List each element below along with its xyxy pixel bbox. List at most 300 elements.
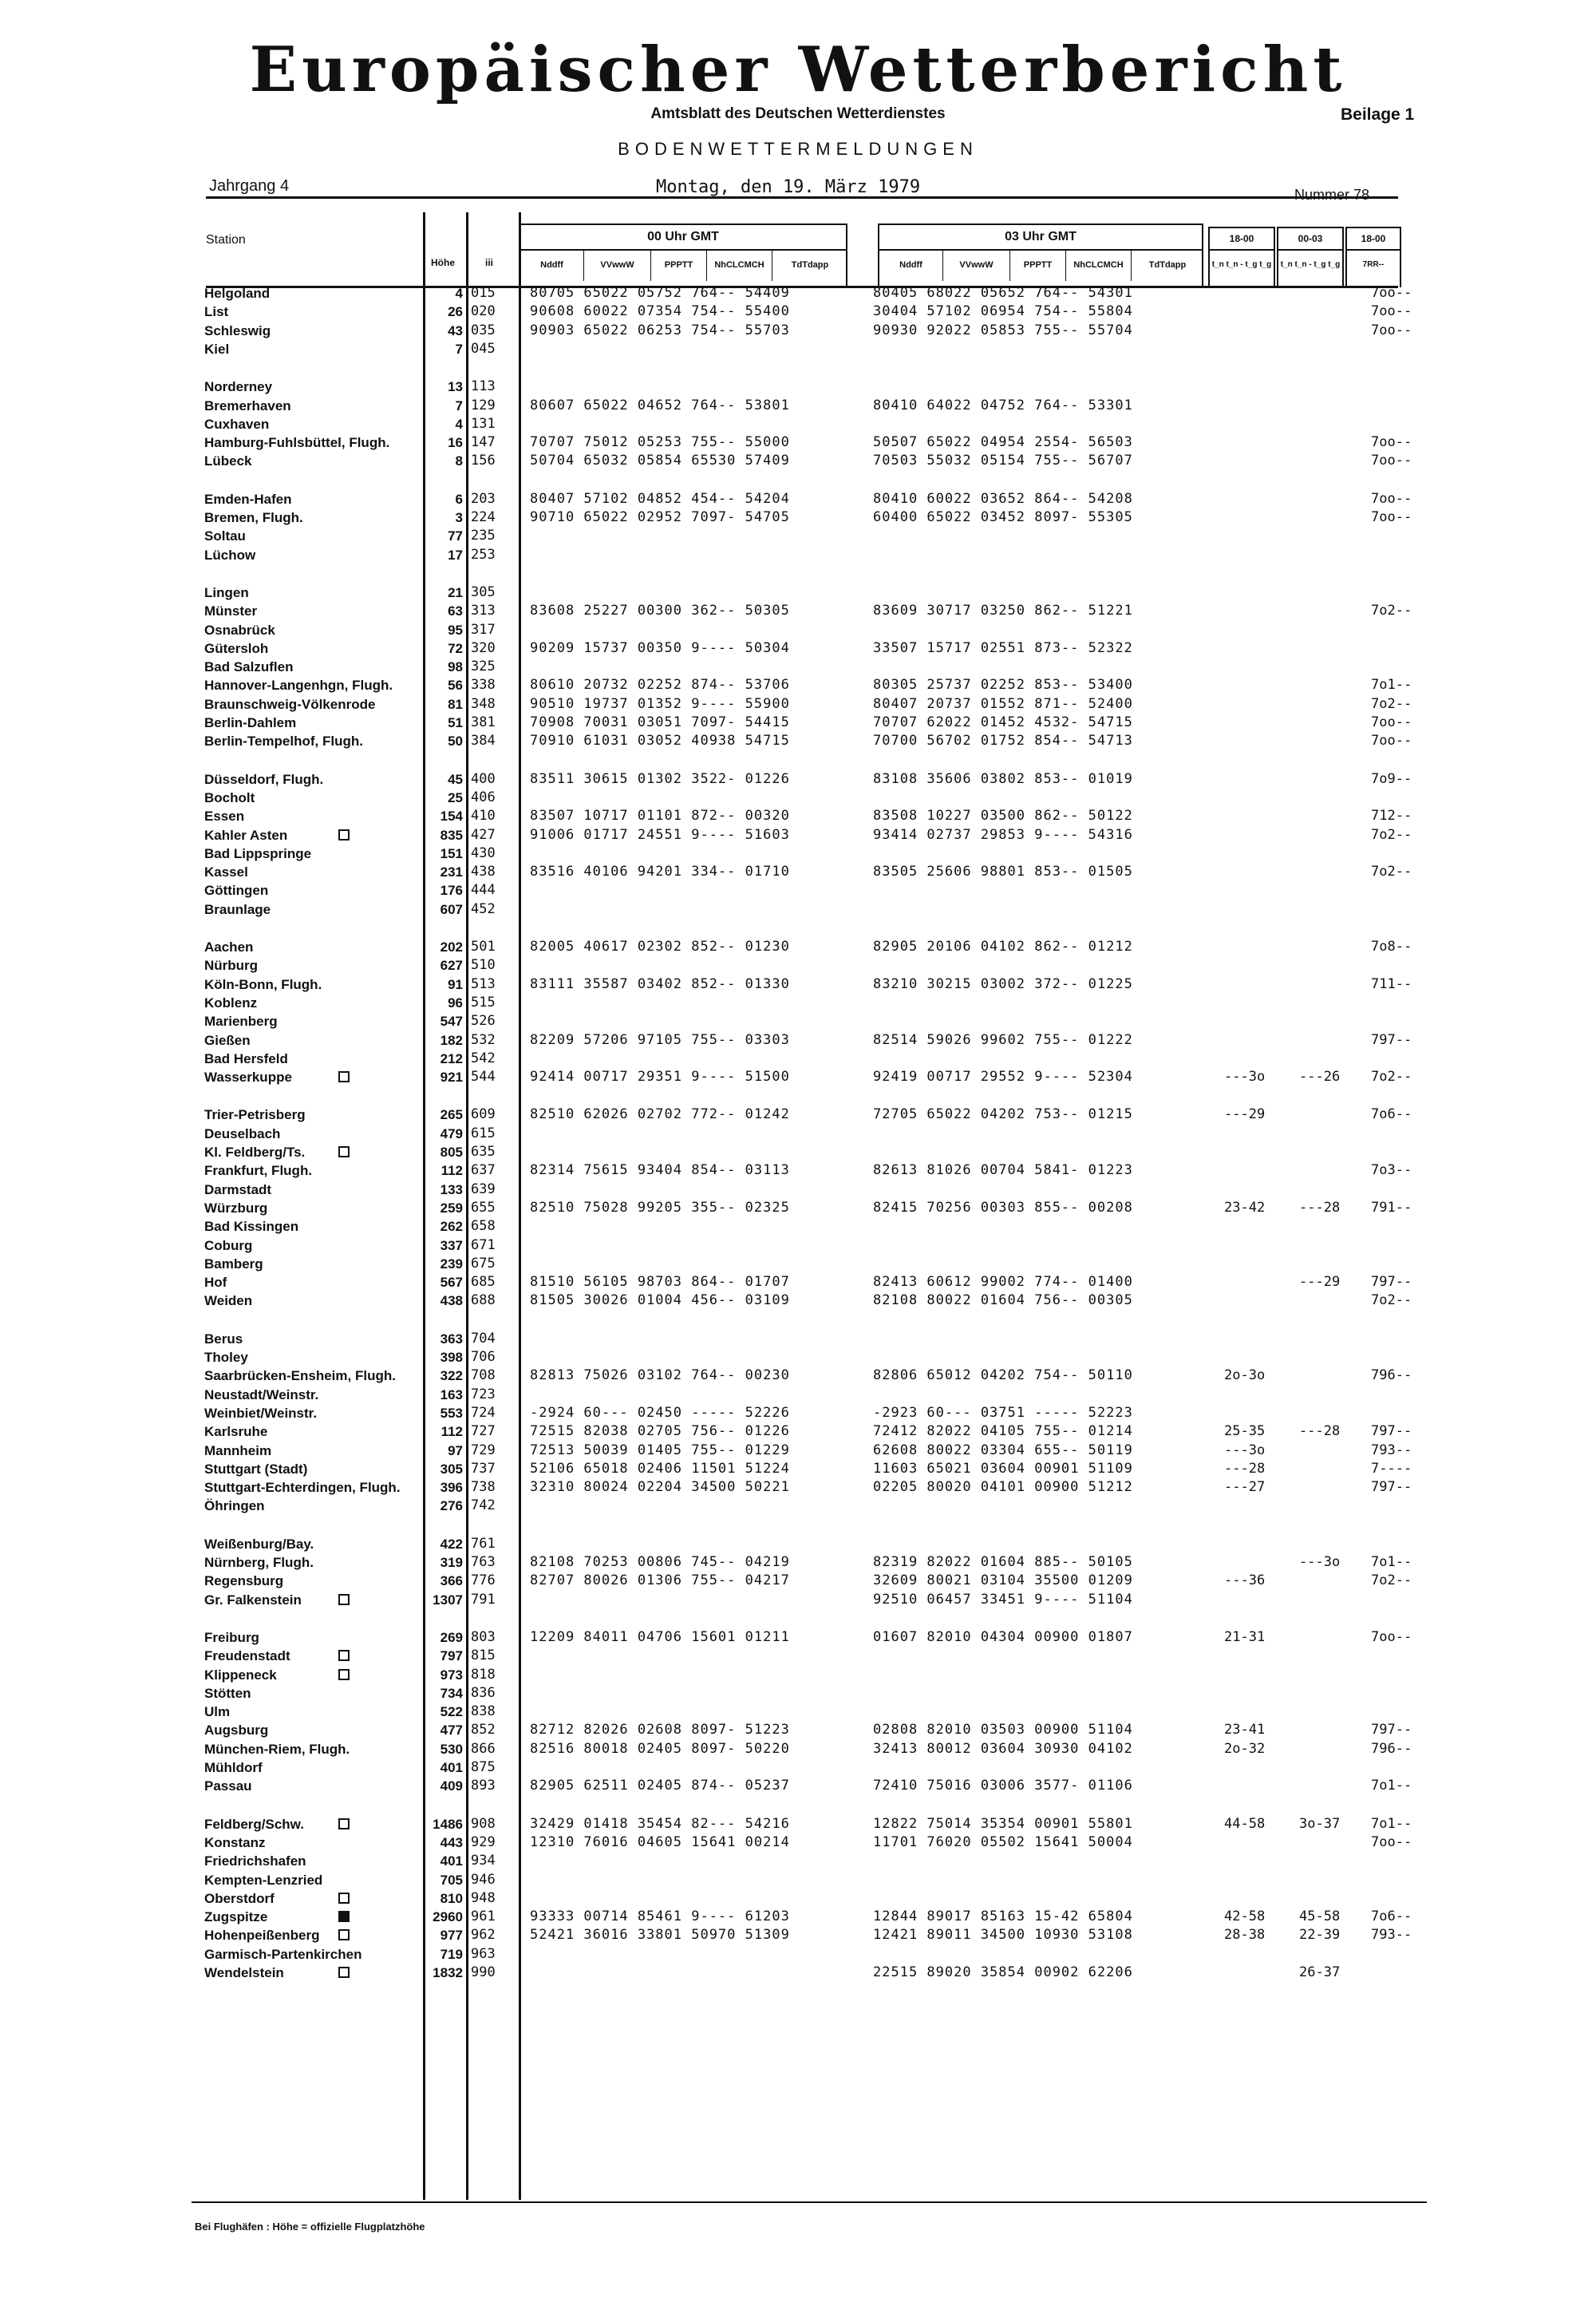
station-number: 908 xyxy=(471,1815,496,1832)
station-number: 962 xyxy=(471,1927,496,1944)
precip-18-00: 7o3-- xyxy=(1371,1162,1412,1179)
station-name: Gr. Falkenstein xyxy=(204,1592,302,1608)
obs-00utc: 52421 36016 33801 50970 51309 xyxy=(530,1927,790,1944)
obs-00utc: 90608 60022 07354 754-- 55400 xyxy=(530,303,790,320)
obs-00utc: 83516 40106 94201 334-- 01710 xyxy=(530,864,790,880)
station-name: Oberstdorf xyxy=(204,1890,275,1906)
station-name: Lüchow xyxy=(204,547,256,563)
col-dewpoint: TdTdapp xyxy=(1148,260,1187,270)
obs-03utc: 22515 89020 35854 00902 62206 xyxy=(873,1964,1133,1980)
station-name: Kempten-Lenzried xyxy=(204,1872,323,1888)
station-height: 63 xyxy=(448,603,463,619)
station-height: 797 xyxy=(440,1648,463,1664)
obs-03utc: 50507 65022 04954 2554- 56503 xyxy=(873,434,1133,451)
station-number: 639 xyxy=(471,1181,496,1197)
station-name: Kassel xyxy=(204,864,248,880)
station-number: 737 xyxy=(471,1460,496,1477)
obs-00utc: 81510 56105 98703 864-- 01707 xyxy=(530,1274,790,1291)
station-name: Karlsruhe xyxy=(204,1424,268,1440)
obs-00utc: 82516 80018 02405 8097- 50220 xyxy=(530,1740,790,1757)
station-name: Stötten xyxy=(204,1685,251,1701)
obs-03utc: 83505 25606 98801 853-- 01505 xyxy=(873,864,1133,880)
precip-18-00: 796-- xyxy=(1371,1740,1412,1757)
obs-00utc: 80705 65022 05752 764-- 54409 xyxy=(530,285,790,301)
obs-00utc: 70707 75012 05253 755-- 55000 xyxy=(530,434,790,451)
station-height: 182 xyxy=(440,1032,463,1048)
station-height: 522 xyxy=(440,1704,463,1720)
temp-extremes-00-03: 45-58 xyxy=(1299,1908,1341,1925)
temp-extremes-00-03: ---3o xyxy=(1299,1554,1341,1570)
station-number: 381 xyxy=(471,714,496,730)
station-number: 113 xyxy=(471,378,496,395)
temp-extremes-00-03: ---29 xyxy=(1299,1274,1341,1291)
station-height: 151 xyxy=(440,845,463,861)
temp-extremes-18-00: 25-35 xyxy=(1224,1423,1266,1440)
station-height: 553 xyxy=(440,1405,463,1421)
station-number: 501 xyxy=(471,939,496,955)
obs-00utc: 52106 65018 02406 11501 51224 xyxy=(530,1460,790,1477)
station-name: Norderney xyxy=(204,379,273,395)
square-icon xyxy=(338,1893,350,1904)
station-number: 675 xyxy=(471,1255,496,1272)
square-icon xyxy=(338,1669,350,1680)
station-name: Freudenstadt xyxy=(204,1648,290,1664)
col-nddff: Nddff xyxy=(879,249,943,281)
station-name: Klippeneck xyxy=(204,1667,277,1683)
station-name: Soltau xyxy=(204,528,246,544)
station-name: Berlin-Tempelhof, Flugh. xyxy=(204,734,363,750)
precip-18-00: 797-- xyxy=(1371,1479,1412,1496)
station-height: 269 xyxy=(440,1629,463,1645)
obs-00utc: 82510 62026 02702 772-- 01242 xyxy=(530,1106,790,1123)
temp-extremes-00-03: ---26 xyxy=(1299,1069,1341,1086)
station-name: Göttingen xyxy=(204,883,269,899)
supplement-label: Beilage 1 xyxy=(1341,105,1415,124)
station-number: 615 xyxy=(471,1125,496,1141)
station-number: 776 xyxy=(471,1572,496,1589)
station-name: Hof xyxy=(204,1275,227,1291)
station-name: Gütersloh xyxy=(204,640,269,656)
obs-00utc: 83507 10717 01101 872-- 00320 xyxy=(530,808,790,825)
precip-18-00: 7o2-- xyxy=(1371,603,1412,619)
station-name: Bocholt xyxy=(204,789,255,805)
station-number: 430 xyxy=(471,844,496,861)
temp-extremes-18-00: ---3o xyxy=(1224,1442,1266,1458)
precip-18-00-header xyxy=(1345,227,1401,287)
station-name: Marienberg xyxy=(204,1014,278,1030)
square-icon xyxy=(338,1650,350,1661)
station-height: 16 xyxy=(448,435,463,451)
obs-00utc: 93333 00714 85461 9---- 61203 xyxy=(530,1908,790,1925)
station-number: 253 xyxy=(471,546,496,563)
station-number: 532 xyxy=(471,1031,496,1048)
station-name: München-Riem, Flugh. xyxy=(204,1741,350,1757)
station-number: 406 xyxy=(471,789,496,805)
station-number: 147 xyxy=(471,434,496,451)
station-name: Bad Hersfeld xyxy=(204,1050,288,1066)
station-height: 259 xyxy=(440,1200,463,1216)
precip-18-00: 7oo-- xyxy=(1371,285,1412,301)
station-name: Garmisch-Partenkirchen xyxy=(204,1946,362,1962)
station-number: 317 xyxy=(471,621,496,638)
station-height: 72 xyxy=(448,640,463,656)
station-number: 131 xyxy=(471,415,496,432)
station-height: 401 xyxy=(440,1853,463,1869)
station-height: 43 xyxy=(448,322,463,338)
group-03-title: 03 Uhr GMT xyxy=(879,225,1202,251)
obs-03utc: 82613 81026 00704 5841- 01223 xyxy=(873,1162,1133,1179)
station-name: Hohenpeißenberg xyxy=(204,1928,320,1944)
station-number: 761 xyxy=(471,1535,496,1552)
square-icon xyxy=(338,1818,350,1829)
station-number: 685 xyxy=(471,1274,496,1291)
station-number: 203 xyxy=(471,490,496,507)
precip-18-00: 797-- xyxy=(1371,1722,1412,1738)
temp-extremes-18-00: 44-58 xyxy=(1224,1815,1266,1832)
station-height: 1486 xyxy=(433,1816,463,1832)
station-number: 929 xyxy=(471,1833,496,1850)
temp-extremes-18-00: 23-42 xyxy=(1224,1199,1266,1216)
obs-00utc: 32429 01418 35454 82--- 54216 xyxy=(530,1815,790,1832)
station-name: Kiel xyxy=(204,341,230,357)
obs-00utc: 12209 84011 04706 15601 01211 xyxy=(530,1628,790,1645)
obs-03utc: -2923 60--- 03751 ----- 52223 xyxy=(873,1404,1133,1421)
obs-00utc: 82209 57206 97105 755-- 03303 xyxy=(530,1031,790,1048)
station-number: 934 xyxy=(471,1853,496,1869)
station-number: 400 xyxy=(471,770,496,787)
station-height: 56 xyxy=(448,678,463,694)
precip-18-00: 7o6-- xyxy=(1371,1908,1412,1925)
precip-18-00: 7o2-- xyxy=(1371,864,1412,880)
station-number: 852 xyxy=(471,1722,496,1738)
col-ppptt: PPPTT xyxy=(1010,249,1066,281)
station-name: Münster xyxy=(204,603,258,619)
station-number: 729 xyxy=(471,1442,496,1458)
station-number: 723 xyxy=(471,1386,496,1402)
precip-18-00: 7oo-- xyxy=(1371,714,1412,730)
station-height: 422 xyxy=(440,1536,463,1552)
obs-03utc: 12822 75014 35354 00901 55801 xyxy=(873,1815,1133,1832)
obs-03utc: 11701 76020 05502 15641 50004 xyxy=(873,1833,1133,1850)
station-name: Weiden xyxy=(204,1293,253,1309)
precip-18-00: 7oo-- xyxy=(1371,490,1412,507)
station-height: 477 xyxy=(440,1723,463,1738)
column-divider xyxy=(466,212,468,2200)
extremes-00-03-sub: t_n t_n - t_g t_g xyxy=(1280,260,1341,269)
station-number: 637 xyxy=(471,1162,496,1179)
square-icon xyxy=(338,1594,350,1605)
station-height: 95 xyxy=(448,622,463,638)
station-height: 305 xyxy=(440,1461,463,1477)
temp-extremes-18-00: 28-38 xyxy=(1224,1927,1266,1944)
station-height: 627 xyxy=(440,958,463,974)
obs-03utc: 80405 68022 05652 764-- 54301 xyxy=(873,285,1133,301)
station-height: 26 xyxy=(448,304,463,320)
obs-00utc: 32310 80024 02204 34500 50221 xyxy=(530,1479,790,1496)
station-height: 322 xyxy=(440,1368,463,1384)
station-name: Öhringen xyxy=(204,1498,265,1514)
station-height: 398 xyxy=(440,1350,463,1365)
station-height: 734 xyxy=(440,1685,463,1701)
station-number: 704 xyxy=(471,1330,496,1347)
column-divider xyxy=(519,212,521,2200)
col-nddff: Nddff xyxy=(520,249,584,281)
station-name: Braunschweig-Völkenrode xyxy=(204,696,376,712)
precip-18-00: 7o1-- xyxy=(1371,677,1412,694)
obs-03utc: 11603 65021 03604 00901 51109 xyxy=(873,1460,1133,1477)
station-name: Feldberg/Schw. xyxy=(204,1816,305,1832)
obs-03utc: 72705 65022 04202 753-- 01215 xyxy=(873,1106,1133,1123)
station-number: 515 xyxy=(471,994,496,1011)
obs-03utc: 80305 25737 02252 853-- 53400 xyxy=(873,677,1133,694)
station-height: 6 xyxy=(455,491,463,507)
obs-03utc: 82319 82022 01604 885-- 50105 xyxy=(873,1554,1133,1570)
group-00-header xyxy=(519,223,847,287)
square-icon xyxy=(338,1146,350,1157)
extremes-18-00-header xyxy=(1208,227,1275,287)
obs-03utc: 72412 82022 04105 755-- 01214 xyxy=(873,1423,1133,1440)
obs-03utc: 70707 62022 01452 4532- 54715 xyxy=(873,714,1133,730)
station-name: Lübeck xyxy=(204,453,252,469)
page-title: Europäischer Wetterbericht xyxy=(249,34,1347,106)
station-number: 655 xyxy=(471,1199,496,1216)
obs-03utc: 83108 35606 03802 853-- 01019 xyxy=(873,770,1133,787)
station-height: 8 xyxy=(455,453,463,469)
station-height: 97 xyxy=(448,1442,463,1458)
station-number: 045 xyxy=(471,340,496,357)
station-name: Trier-Petrisberg xyxy=(204,1107,306,1123)
obs-00utc: 80607 65022 04652 764-- 53801 xyxy=(530,397,790,413)
obs-03utc: 80407 20737 01552 871-- 52400 xyxy=(873,695,1133,712)
station-height: 45 xyxy=(448,771,463,787)
station-name: Freiburg xyxy=(204,1629,259,1645)
obs-03utc: 82514 59026 99602 755-- 01222 xyxy=(873,1031,1133,1048)
precip-18-00: 793-- xyxy=(1371,1442,1412,1458)
obs-03utc: 92510 06457 33451 9---- 51104 xyxy=(873,1591,1133,1608)
station-name: Bad Salzuflen xyxy=(204,659,294,675)
obs-00utc: 72515 82038 02705 756-- 01226 xyxy=(530,1423,790,1440)
obs-03utc: 12421 89011 34500 10930 53108 xyxy=(873,1927,1133,1944)
precip-18-00: 793-- xyxy=(1371,1927,1412,1944)
station-number: 609 xyxy=(471,1106,496,1123)
station-number: 963 xyxy=(471,1945,496,1962)
station-name: Neustadt/Weinstr. xyxy=(204,1386,319,1402)
station-name: Bremerhaven xyxy=(204,398,291,413)
obs-03utc: 92419 00717 29552 9---- 52304 xyxy=(873,1069,1133,1086)
station-name: Kl. Feldberg/Ts. xyxy=(204,1145,306,1160)
obs-03utc: 80410 64022 04752 764-- 53301 xyxy=(873,397,1133,413)
station-name: Bamberg xyxy=(204,1256,263,1272)
obs-03utc: 02808 82010 03503 00900 51104 xyxy=(873,1722,1133,1738)
header-bottom-rule xyxy=(206,286,1398,288)
group-00-title: 00 Uhr GMT xyxy=(520,225,846,251)
obs-03utc: 83508 10227 03500 862-- 50122 xyxy=(873,808,1133,825)
precip-18-00: 7o8-- xyxy=(1371,939,1412,955)
temp-extremes-18-00: 42-58 xyxy=(1224,1908,1266,1925)
obs-00utc: 80407 57102 04852 454-- 54204 xyxy=(530,490,790,507)
issue-date: Montag, den 19. März 1979 xyxy=(656,177,921,197)
station-height: 91 xyxy=(448,976,463,992)
station-number: 156 xyxy=(471,453,496,469)
station-number: 544 xyxy=(471,1069,496,1086)
station-column-header: Station xyxy=(206,233,246,247)
station-height: 176 xyxy=(440,883,463,899)
station-number: 129 xyxy=(471,397,496,413)
precip-18-00: 797-- xyxy=(1371,1423,1412,1440)
station-number: 893 xyxy=(471,1778,496,1794)
station-height: 112 xyxy=(440,1163,463,1179)
precip-18-00: 7o1-- xyxy=(1371,1815,1412,1832)
station-number: 706 xyxy=(471,1349,496,1365)
station-height: 265 xyxy=(440,1107,463,1123)
precip-18-00: 797-- xyxy=(1371,1031,1412,1048)
temp-extremes-00-03: 26-37 xyxy=(1299,1964,1341,1980)
obs-00utc: 81505 30026 01004 456-- 03109 xyxy=(530,1292,790,1309)
group-03-header xyxy=(878,223,1203,287)
station-name: Wasserkuppe xyxy=(204,1070,292,1086)
obs-00utc: 90209 15737 00350 9---- 50304 xyxy=(530,639,790,656)
station-name: Würzburg xyxy=(204,1200,268,1216)
station-height: 363 xyxy=(440,1331,463,1347)
station-name: Tholey xyxy=(204,1350,248,1365)
station-number: 961 xyxy=(471,1908,496,1925)
station-number: 444 xyxy=(471,882,496,899)
precip-18-00: 7o2-- xyxy=(1371,1069,1412,1086)
station-height: 401 xyxy=(440,1760,463,1775)
station-height: 7 xyxy=(455,398,463,413)
obs-00utc: 82813 75026 03102 764-- 00230 xyxy=(530,1367,790,1384)
station-number: 427 xyxy=(471,826,496,843)
station-name: Köln-Bonn, Flugh. xyxy=(204,976,322,992)
obs-03utc: 60400 65022 03452 8097- 55305 xyxy=(873,509,1133,525)
station-name: Essen xyxy=(204,809,245,825)
station-number: 688 xyxy=(471,1292,496,1309)
station-name: Konstanz xyxy=(204,1834,266,1850)
station-name: Hamburg-Fuhlsbüttel, Flugh. xyxy=(204,435,390,451)
station-number: 671 xyxy=(471,1236,496,1253)
precip-18-00: 7oo-- xyxy=(1371,1833,1412,1850)
station-number: 836 xyxy=(471,1684,496,1701)
station-name: Frankfurt, Flugh. xyxy=(204,1163,313,1179)
station-name: Ulm xyxy=(204,1704,231,1720)
precip-18-00: 7o2-- xyxy=(1371,826,1412,843)
temp-extremes-00-03: ---28 xyxy=(1299,1423,1341,1440)
precip-18-00: 7o1-- xyxy=(1371,1778,1412,1794)
station-height: 973 xyxy=(440,1667,463,1683)
station-height: 443 xyxy=(440,1834,463,1850)
obs-00utc: 82005 40617 02302 852-- 01230 xyxy=(530,939,790,955)
precip-18-00: 796-- xyxy=(1371,1367,1412,1384)
obs-03utc: 70503 55032 05154 755-- 56707 xyxy=(873,453,1133,469)
station-name: Cuxhaven xyxy=(204,416,270,432)
station-height: 409 xyxy=(440,1778,463,1794)
obs-03utc: 33507 15717 02551 873-- 52322 xyxy=(873,639,1133,656)
station-height: 163 xyxy=(440,1386,463,1402)
station-height: 319 xyxy=(440,1555,463,1570)
station-height: 276 xyxy=(440,1498,463,1514)
station-number: 815 xyxy=(471,1647,496,1664)
station-height: 50 xyxy=(448,734,463,750)
col-vvwww: VVwwW xyxy=(943,249,1010,281)
obs-00utc: 90710 65022 02952 7097- 54705 xyxy=(530,509,790,525)
temp-extremes-18-00: 2o-32 xyxy=(1224,1740,1266,1757)
obs-00utc: 82108 70253 00806 745-- 04219 xyxy=(530,1554,790,1570)
station-number: 635 xyxy=(471,1144,496,1160)
station-number: 438 xyxy=(471,864,496,880)
extremes-18-00-title: 18-00 xyxy=(1210,228,1274,251)
temp-extremes-18-00: 23-41 xyxy=(1224,1722,1266,1738)
station-name: Osnabrück xyxy=(204,622,275,638)
station-height: 567 xyxy=(440,1275,463,1291)
station-name: Friedrichshafen xyxy=(204,1853,306,1869)
station-number: 526 xyxy=(471,1013,496,1030)
obs-00utc: 83111 35587 03402 852-- 01330 xyxy=(530,975,790,992)
station-name: Regensburg xyxy=(204,1573,284,1589)
station-name: Helgoland xyxy=(204,286,271,301)
station-name: Bremen, Flugh. xyxy=(204,510,303,525)
station-height: 366 xyxy=(440,1573,463,1589)
precip-18-00: 712-- xyxy=(1371,808,1412,825)
obs-00utc: 92414 00717 29351 9---- 51500 xyxy=(530,1069,790,1086)
station-height: 81 xyxy=(448,696,463,712)
station-height: 96 xyxy=(448,995,463,1011)
station-number: 763 xyxy=(471,1554,496,1570)
station-name: Aachen xyxy=(204,939,254,955)
station-height: 705 xyxy=(440,1872,463,1888)
station-name: Lingen xyxy=(204,584,249,600)
station-name: Berlin-Dahlem xyxy=(204,715,297,730)
footnote: Bei Flughäfen : Höhe = offizielle Flugplatzhöhe xyxy=(195,2221,425,2233)
obs-00utc: 83511 30615 01302 3522- 01226 xyxy=(530,770,790,787)
station-height: 202 xyxy=(440,939,463,955)
station-height: 51 xyxy=(448,715,463,730)
precip-18-00: 7o1-- xyxy=(1371,1554,1412,1570)
station-height: 835 xyxy=(440,827,463,843)
obs-03utc: 82905 20106 04102 862-- 01212 xyxy=(873,939,1133,955)
obs-03utc: 93414 02737 29853 9---- 54316 xyxy=(873,826,1133,843)
station-height: 239 xyxy=(440,1256,463,1272)
precip-18-00: 7oo-- xyxy=(1371,322,1412,338)
precip-18-00: 7oo-- xyxy=(1371,434,1412,451)
obs-03utc: 12844 89017 85163 15-42 65804 xyxy=(873,1908,1133,1925)
precip-18-00: 791-- xyxy=(1371,1199,1412,1216)
station-name: Gießen xyxy=(204,1032,251,1048)
station-name: Passau xyxy=(204,1778,252,1794)
obs-03utc: 82415 70256 00303 855-- 00208 xyxy=(873,1199,1133,1216)
precip-18-00: 7oo-- xyxy=(1371,303,1412,320)
temp-extremes-18-00: 2o-3o xyxy=(1224,1367,1266,1384)
precip-18-00: 711-- xyxy=(1371,975,1412,992)
publisher-subtitle: Amtsblatt des Deutschen Wetterdienstes xyxy=(650,105,946,122)
station-name: Mühldorf xyxy=(204,1760,263,1775)
station-height: 13 xyxy=(448,379,463,395)
station-number: 866 xyxy=(471,1740,496,1757)
station-number: 452 xyxy=(471,900,496,917)
station-name: Nürnberg, Flugh. xyxy=(204,1555,314,1570)
obs-00utc: 82905 62511 02405 874-- 05237 xyxy=(530,1778,790,1794)
obs-00utc: 70910 61031 03052 40938 54715 xyxy=(530,733,790,750)
station-name: Zugspitze xyxy=(204,1909,268,1925)
temp-extremes-00-03: 22-39 xyxy=(1299,1927,1341,1944)
station-height: 337 xyxy=(440,1237,463,1253)
station-name: Koblenz xyxy=(204,995,258,1011)
station-name: Saarbrücken-Ensheim, Flugh. xyxy=(204,1368,396,1384)
station-number: 224 xyxy=(471,509,496,525)
station-name: Emden-Hafen xyxy=(204,491,292,507)
obs-03utc: 70700 56702 01752 854-- 54713 xyxy=(873,733,1133,750)
station-height: 262 xyxy=(440,1219,463,1235)
obs-03utc: 30404 57102 06954 754-- 55804 xyxy=(873,303,1133,320)
